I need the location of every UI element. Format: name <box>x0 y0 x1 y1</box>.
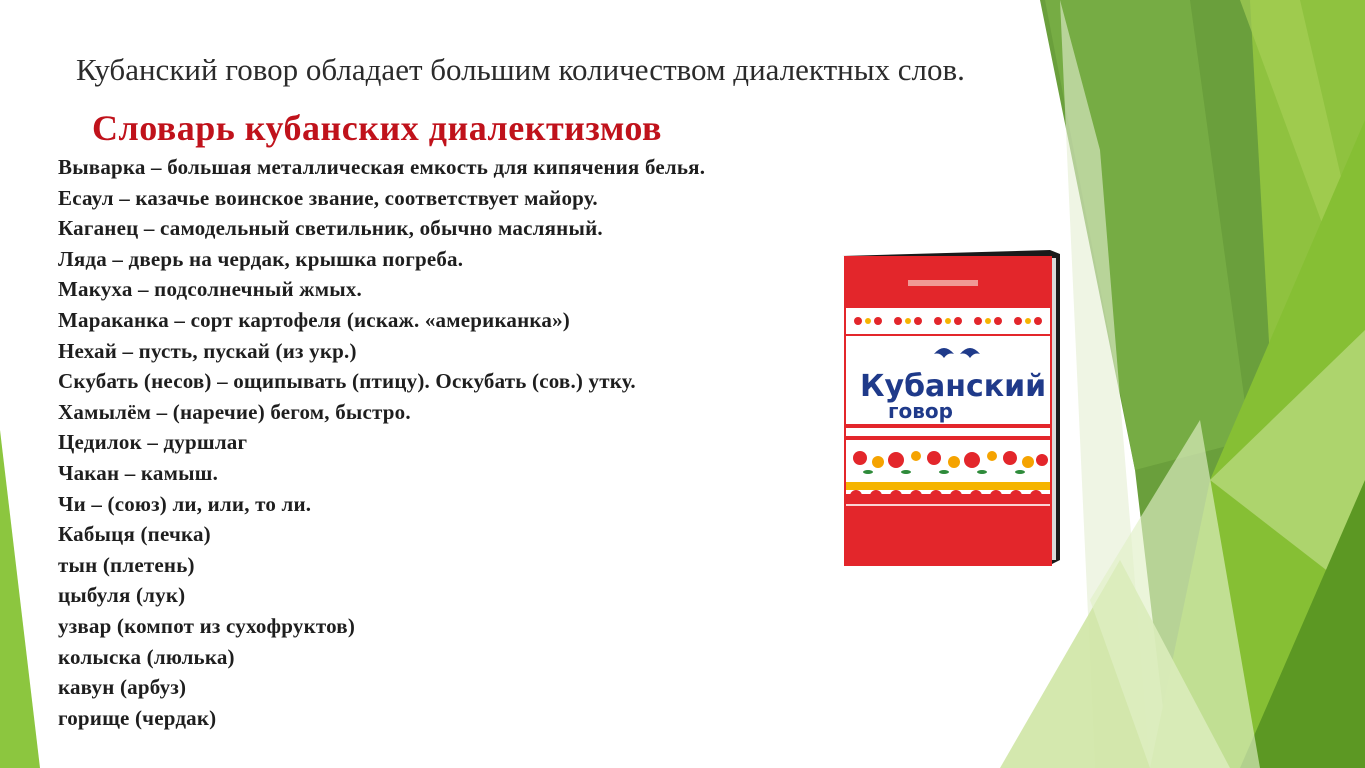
list-item: цыбуля (лук) <box>58 583 186 608</box>
list-item: кавун (арбуз) <box>58 675 187 700</box>
cover-title-line2: говор <box>888 399 953 423</box>
list-item: узвар (компот из сухофруктов) <box>58 613 356 638</box>
list-item: тын (плетень) <box>58 552 195 577</box>
cover-title-line1: Кубанский <box>860 369 1047 404</box>
list-item: Выварка – большая металлическая емкость для кипячения белья. <box>58 155 706 179</box>
list-item: Цедилок – дуршлаг <box>58 430 248 455</box>
list-item: Есаул – казачье воинское звание, соответствует майору. <box>58 185 598 210</box>
list-item: колыска (люлька) <box>58 644 235 669</box>
dialect-word-list <box>58 152 705 733</box>
intro-text: Кубанский говор обладает большим количеством диалектных слов. <box>76 52 965 87</box>
list-item: Чакан – камыш. <box>58 460 219 485</box>
list-item: Каганец – самодельный светильник, обычно масляный. <box>58 216 603 241</box>
list-item: Ляда – дверь на чердак, крышка погреба. <box>58 246 464 271</box>
book-cover-image <box>838 246 1066 568</box>
list-item: Скубать (несов) – ощипывать (птицу). Оскубать (сов.) утку. <box>58 369 636 394</box>
list-item: Чи – (союз) ли, или, то ли. <box>58 491 312 516</box>
list-item: Кабыця (печка) <box>58 522 211 547</box>
list-item: горище (чердак) <box>58 705 217 730</box>
list-item: Нехай – пусть, пускай (из укр.) <box>58 338 357 363</box>
list-item: Мараканка – сорт картофеля (искаж. «американка») <box>58 307 571 332</box>
list-item: Макуха – подсолнечный жмых. <box>58 277 362 302</box>
list-item: Хамылём – (наречие) бегом, быстро. <box>58 399 411 424</box>
page-title: Словарь кубанских диалектизмов <box>92 108 662 148</box>
